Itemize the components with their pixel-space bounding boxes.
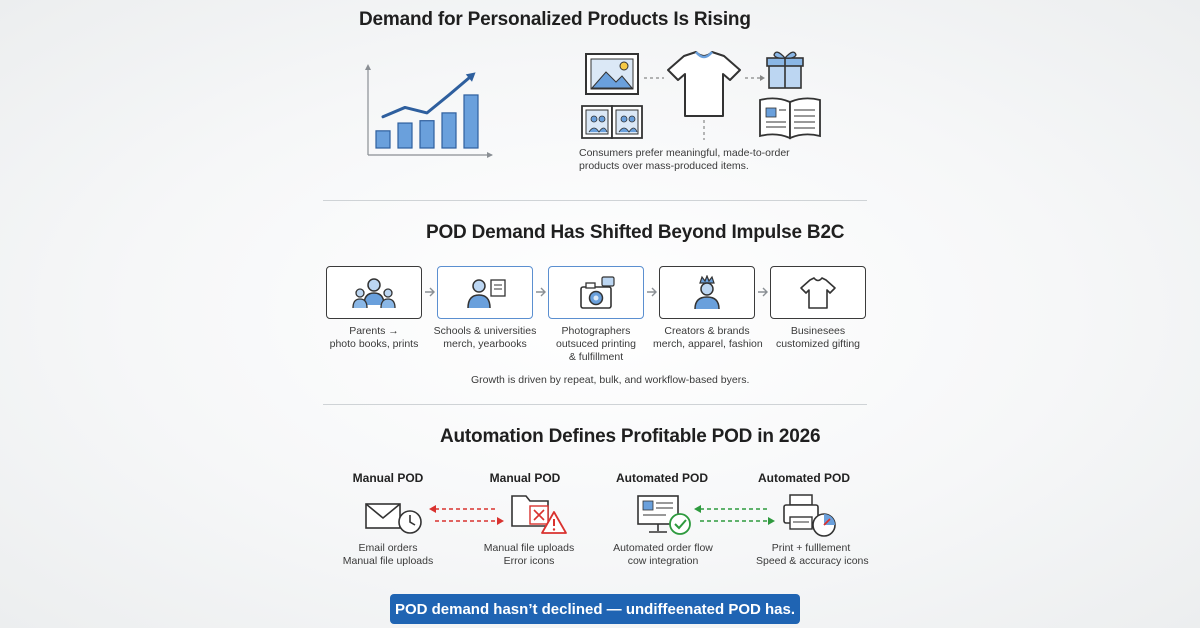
step-card-parents (326, 266, 422, 319)
email-clock-icon (364, 500, 426, 538)
flow-arrow-2 (535, 286, 547, 298)
step-card-businesses (770, 266, 866, 319)
growth-chart (360, 60, 495, 162)
step-caption-parents: Parents → photo books, prints (329, 325, 419, 350)
step-caption-businesses: Businesees customized gifting (775, 325, 861, 350)
section1-title: Demand for Personalized Products Is Rising (359, 9, 751, 30)
flow-arrow-4 (757, 286, 769, 298)
column-caption-automated-1: Automated order flow cow integration (613, 542, 713, 567)
picture-frame-icon (586, 54, 638, 94)
column-caption-manual-1: Email orders Manual file uploads (342, 542, 434, 567)
growth-bar (398, 123, 412, 148)
photo-book-icon (582, 106, 642, 138)
manual-exchange-arrows (427, 503, 507, 527)
gift-icon (767, 52, 803, 88)
conclusion-banner: POD demand hasn’t declined — undiffeenated POD has. (390, 594, 800, 624)
divider-1 (323, 200, 867, 201)
growth-chart-bars (376, 95, 478, 148)
printer-speed-icon (780, 493, 840, 539)
column-heading-manual-2: Manual POD (489, 471, 561, 485)
growth-bar (376, 131, 390, 148)
step-card-schools (437, 266, 533, 319)
column-caption-manual-2: Manual file uploads Error icons (483, 542, 575, 567)
open-book-icon (760, 98, 820, 138)
student-board-icon (461, 275, 509, 311)
column-heading-manual-1: Manual POD (352, 471, 424, 485)
family-icon (350, 275, 398, 311)
automated-exchange-arrows (692, 503, 778, 527)
growth-bar (442, 113, 456, 148)
section1-caption-line1: Consumers prefer meaningful, made-to-order (579, 147, 790, 159)
column-caption-automated-2: Print + fulllement Speed & accuracy icons (756, 542, 869, 567)
camera-icon (572, 275, 620, 311)
step-caption-photographers: Photographers outsuced printing & fulfillment (556, 325, 636, 363)
y-axis-arrow (365, 64, 371, 70)
folder-warning-icon (508, 490, 570, 536)
tshirt-icon (668, 52, 740, 116)
monitor-check-icon (636, 494, 694, 538)
section1-caption-line2: products over mass-produced items. (579, 160, 749, 172)
step-card-creators (659, 266, 755, 319)
section2-footnote: Growth is driven by repeat, bulk, and workflow-based byers. (471, 374, 750, 386)
step-card-photographers (548, 266, 644, 319)
x-axis-arrow (487, 152, 493, 158)
step-caption-schools: Schools & universities merch, yearbooks (433, 325, 537, 350)
personalized-products-illustration (580, 48, 825, 148)
column-heading-automated-2: Automated POD (757, 471, 850, 485)
section3-title: Automation Defines Profitable POD in 2026 (440, 426, 821, 447)
column-heading-automated-1: Automated POD (615, 471, 708, 485)
growth-bar (464, 95, 478, 148)
divider-2 (323, 404, 867, 405)
tshirt-icon (794, 275, 842, 311)
growth-trend-line (383, 76, 471, 117)
section2-title: POD Demand Has Shifted Beyond Impulse B2C (426, 222, 845, 243)
step-caption-creators: Creators & brands merch, apparel, fashion (653, 325, 763, 350)
crowned-person-icon (683, 275, 731, 311)
growth-bar (420, 121, 434, 148)
flow-arrow-3 (646, 286, 658, 298)
flow-arrow-1 (424, 286, 436, 298)
